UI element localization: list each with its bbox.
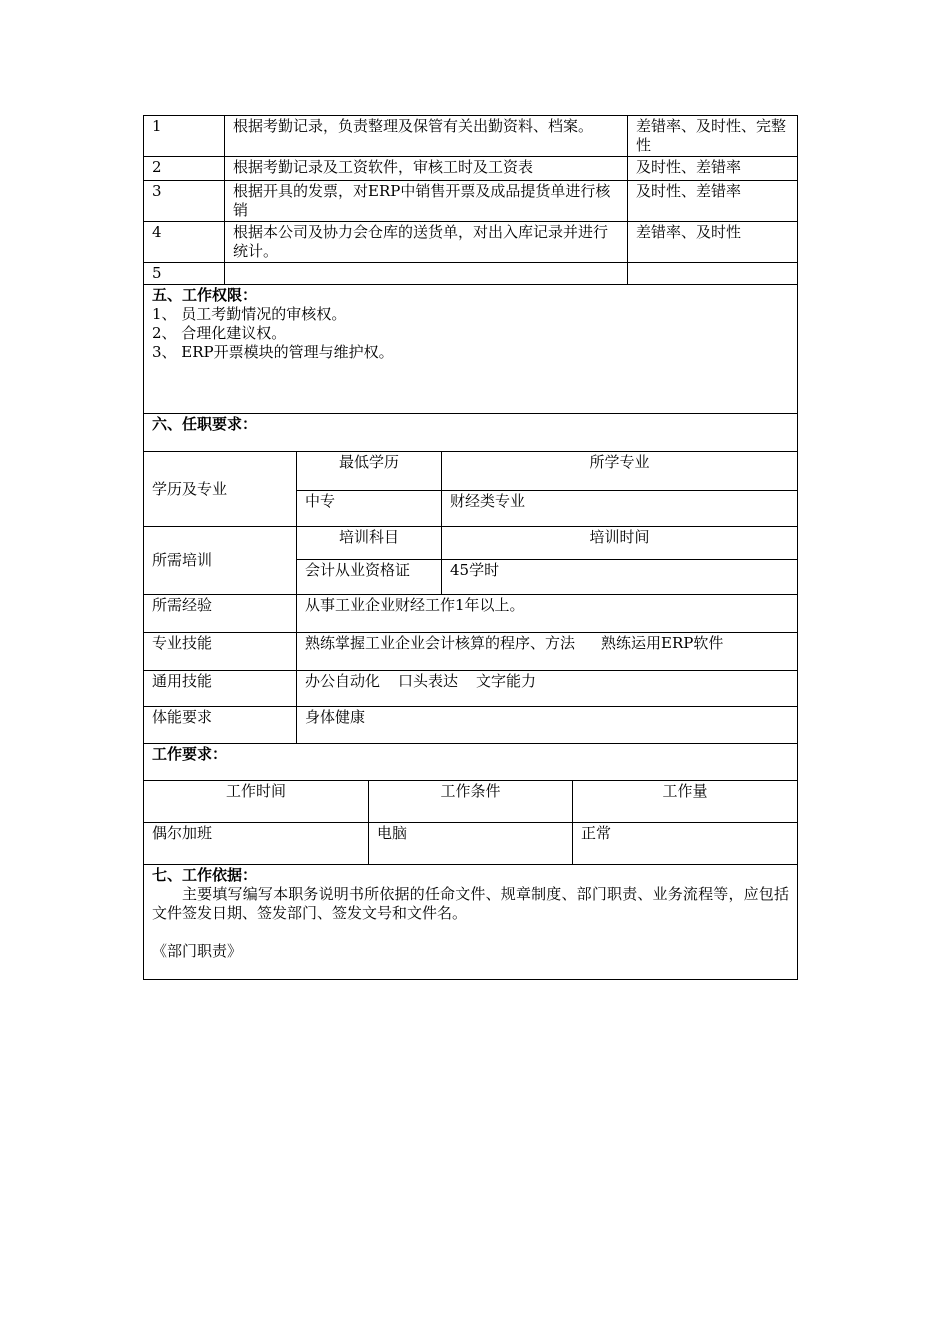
work-time-header: 工作时间 — [144, 781, 369, 823]
general-skill-item: 办公自动化 — [305, 672, 381, 690]
physical-value: 身体健康 — [297, 707, 798, 744]
table-row — [144, 157, 798, 181]
job-description-page — [143, 115, 797, 980]
table-row — [144, 671, 798, 707]
table-row — [144, 595, 798, 633]
duty-standard — [628, 263, 798, 285]
duties-table — [143, 115, 798, 452]
authority-item: 2、 合理化建议权。 — [152, 324, 287, 342]
table-row — [144, 781, 798, 823]
duty-standard: 差错率、及时性 — [628, 222, 798, 263]
professional-skill-value — [297, 633, 798, 671]
authority-title: 五、工作权限： — [152, 286, 258, 304]
general-skill-item: 口头表达 — [398, 672, 459, 690]
duty-content: 根据考勤记录及工资软件，审核工时及工资表 — [225, 157, 628, 181]
duty-standard: 差错率、及时性、完整性 — [628, 116, 798, 157]
major-header: 所学专业 — [442, 452, 798, 491]
professional-skill-label: 专业技能 — [144, 633, 297, 671]
table-row — [144, 452, 798, 491]
duty-content — [225, 263, 628, 285]
professional-skill-item: 熟练运用ERP软件 — [601, 634, 724, 652]
workload-header: 工作量 — [573, 781, 798, 823]
basis-title: 七、工作依据： — [152, 866, 258, 884]
experience-label: 所需经验 — [144, 595, 297, 633]
work-condition-value: 电脑 — [369, 823, 573, 865]
table-row — [144, 823, 798, 865]
basis-document: 《部门职责》 — [152, 942, 243, 960]
table-row — [144, 181, 798, 222]
duty-number: 3 — [144, 181, 225, 222]
authority-section — [144, 285, 798, 414]
experience-value: 从事工业企业财经工作1年以上。 — [297, 595, 798, 633]
requirements-table — [143, 451, 798, 781]
table-row — [144, 633, 798, 671]
training-subject-header: 培训科目 — [297, 527, 442, 560]
work-condition-header: 工作条件 — [369, 781, 573, 823]
duty-standard: 及时性、差错率 — [628, 157, 798, 181]
training-subject-value: 会计从业资格证 — [297, 560, 442, 595]
professional-skill-item: 熟练掌握工业企业会计核算的程序、方法 — [305, 634, 576, 652]
training-label: 所需培训 — [144, 527, 297, 595]
general-skill-item: 文字能力 — [476, 672, 537, 690]
authority-item: 1、 员工考勤情况的审核权。 — [152, 305, 347, 323]
authority-item: 3、 ERP开票模块的管理与维护权。 — [152, 343, 394, 361]
major-value: 财经类专业 — [442, 491, 798, 527]
work-requirements-title: 工作要求： — [144, 744, 798, 781]
duty-standard: 及时性、差错率 — [628, 181, 798, 222]
table-row — [144, 116, 798, 157]
requirements-title-row — [144, 414, 798, 452]
work-time-value: 偶尔加班 — [144, 823, 369, 865]
duty-content: 根据本公司及协力会仓库的送货单，对出入库记录并进行统计。 — [225, 222, 628, 263]
table-row — [144, 222, 798, 263]
min-education-value: 中专 — [297, 491, 442, 527]
training-time-value: 45学时 — [442, 560, 798, 595]
training-time-header: 培训时间 — [442, 527, 798, 560]
duty-number: 2 — [144, 157, 225, 181]
general-skill-label: 通用技能 — [144, 671, 297, 707]
work-requirements-table — [143, 780, 798, 980]
table-row — [144, 527, 798, 560]
table-row — [144, 263, 798, 285]
physical-label: 体能要求 — [144, 707, 297, 744]
general-skill-value — [297, 671, 798, 707]
education-label: 学历及专业 — [144, 452, 297, 527]
requirements-title: 六、任职要求： — [144, 414, 798, 452]
duty-number: 1 — [144, 116, 225, 157]
duty-content: 根据考勤记录，负责整理及保管有关出勤资料、档案。 — [225, 116, 628, 157]
basis-section — [144, 865, 798, 980]
work-requirements-title-row — [144, 744, 798, 781]
min-education-header: 最低学历 — [297, 452, 442, 491]
duty-content: 根据开具的发票，对ERP中销售开票及成品提货单进行核销 — [225, 181, 628, 222]
table-row — [144, 707, 798, 744]
workload-value: 正常 — [573, 823, 798, 865]
duty-number: 5 — [144, 263, 225, 285]
basis-description: 主要填写编写本职务说明书所依据的任命文件、规章制度、部门职责、业务流程等，应包括文件签发日期、签发部门、签发文号和文件名。 — [152, 885, 789, 922]
duty-number: 4 — [144, 222, 225, 263]
